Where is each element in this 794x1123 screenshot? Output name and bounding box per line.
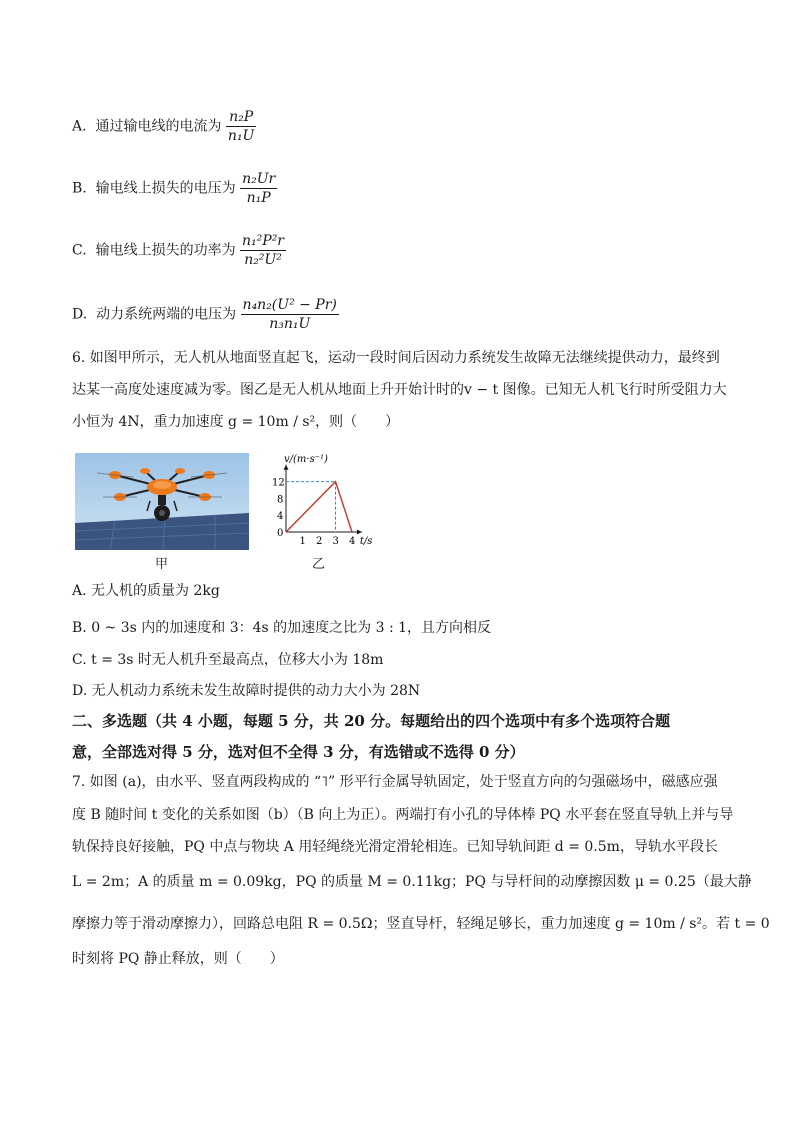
q6-stem-line-2: 达某一高度处速度减为零。图乙是无人机从地面上升开始计时的v − t 图像。已知无人机飞行时所受阻力大 [72, 382, 727, 398]
q5-option-a [72, 108, 256, 145]
q7-stem-line-1: 7. 如图 (a)，由水平、竖直两段构成的 “˥” 形平行金属导轨固定，处于竖直方向的匀强磁场中，磁感应强 [72, 774, 718, 790]
vt-chart-svg [268, 448, 388, 552]
y-axis-arrow [284, 465, 289, 470]
option-text: 动力系统两端的电压为 [96, 306, 237, 323]
figure-caption-left: 甲 [155, 557, 169, 572]
option-text: 输电线上损失的功率为 [95, 242, 236, 259]
q6-stem-line-1: 6. 如图甲所示，无人机从地面竖直起飞，运动一段时间后因动力系统发生故障无法继续提供动力，最终到 [72, 350, 720, 366]
section-header-line-1: 二、多选题（共 4 小题，每题 5 分，共 20 分。每题给出的四个选项中有多个选项符合题 [72, 712, 671, 730]
drone-illustration [75, 453, 249, 550]
fraction-numerator: n₄n₂(U² − Pr) [242, 297, 337, 313]
figure-caption-right: 乙 [312, 557, 326, 572]
x-tick-label: 4 [349, 536, 356, 547]
x-tick-label: 1 [299, 536, 306, 547]
y-tick-label: 8 [277, 494, 284, 506]
q6-option-a: A. 无人机的质量为 2kg [72, 583, 220, 599]
q7-stem-line-4: L = 2m；A 的质量 m = 0.09kg，PQ 的质量 M = 0.11kg；PQ 与导杆间的动摩擦因数 μ = 0.25（最大静 [72, 874, 752, 890]
option-label: C. [72, 242, 87, 259]
fraction-denominator: n₂²U² [244, 252, 282, 268]
q6-option-b: B. 0 ~ 3s 内的加速度和 3：4s 的加速度之比为 3 : 1，且方向相反 [72, 620, 492, 636]
fraction [240, 170, 277, 207]
fraction-denominator: n₁U [227, 128, 255, 144]
q5-option-c [72, 232, 286, 269]
option-label: A. [72, 118, 87, 135]
x-tick-label: 2 [316, 536, 323, 547]
fraction-numerator: n₂P [226, 108, 256, 127]
q5-option-b [72, 170, 277, 207]
x-axis-label: t/s [359, 536, 373, 547]
fraction [241, 296, 339, 333]
option-text: 输电线上损失的电压为 [95, 180, 236, 197]
x-axis-arrow [357, 530, 362, 535]
fraction-numerator: n₁²P²r [242, 233, 284, 249]
velocity-series-line [286, 482, 352, 532]
fraction-denominator: n₁P [246, 190, 271, 206]
option-label: B. [72, 180, 87, 197]
y-axis-label: v/(m·s⁻¹) [284, 453, 328, 465]
q7-stem-line-2: 度 B 随时间 t 变化的关系如图（b）（B 向上为正）。两端打有小孔的导体棒 PQ 水平套在竖直导轨上并与导 [72, 807, 734, 823]
vt-chart [268, 448, 388, 552]
q7-stem-line-6: 时刻将 PQ 静止释放，则（ ） [72, 951, 284, 967]
option-text: 通过输电线的电流为 [95, 118, 222, 135]
q5-option-d [72, 296, 339, 333]
drone-photo [75, 453, 249, 550]
fraction [240, 232, 286, 269]
y-tick-label: 12 [272, 477, 285, 489]
q7-stem-line-3: 轨保持良好接触，PQ 中点与物块 A 用轻绳绕光滑定滑轮相连。已知导轨间距 d = 0.5m，导轨水平段长 [72, 839, 718, 855]
option-label: D. [72, 306, 88, 323]
fraction-numerator: n₂Ur [242, 171, 276, 187]
q7-stem-line-5: 摩擦力等于滑动摩擦力），回路总电阻 R = 0.5Ω；竖直导杆，轻绳足够长，重力加速度 g = 10m / s²。若 t = 0 [72, 916, 770, 932]
q6-option-c: C. t = 3s 时无人机升至最高点，位移大小为 18m [72, 652, 384, 668]
q6-stem-line-3: 小恒为 4N，重力加速度 g = 10m / s²，则（ ） [72, 414, 400, 430]
q6-option-d: D. 无人机动力系统未发生故障时提供的动力大小为 28N [72, 683, 421, 699]
x-tick-label: 3 [332, 536, 339, 547]
fraction [226, 108, 256, 145]
y-tick-label: 4 [277, 511, 284, 523]
fraction-denominator: n₃n₁U [269, 316, 311, 332]
section-header-line-2: 意，全部选对得 5 分，选对但不全得 3 分，有选错或不选得 0 分） [72, 743, 525, 761]
origin-label: 0 [277, 528, 284, 539]
